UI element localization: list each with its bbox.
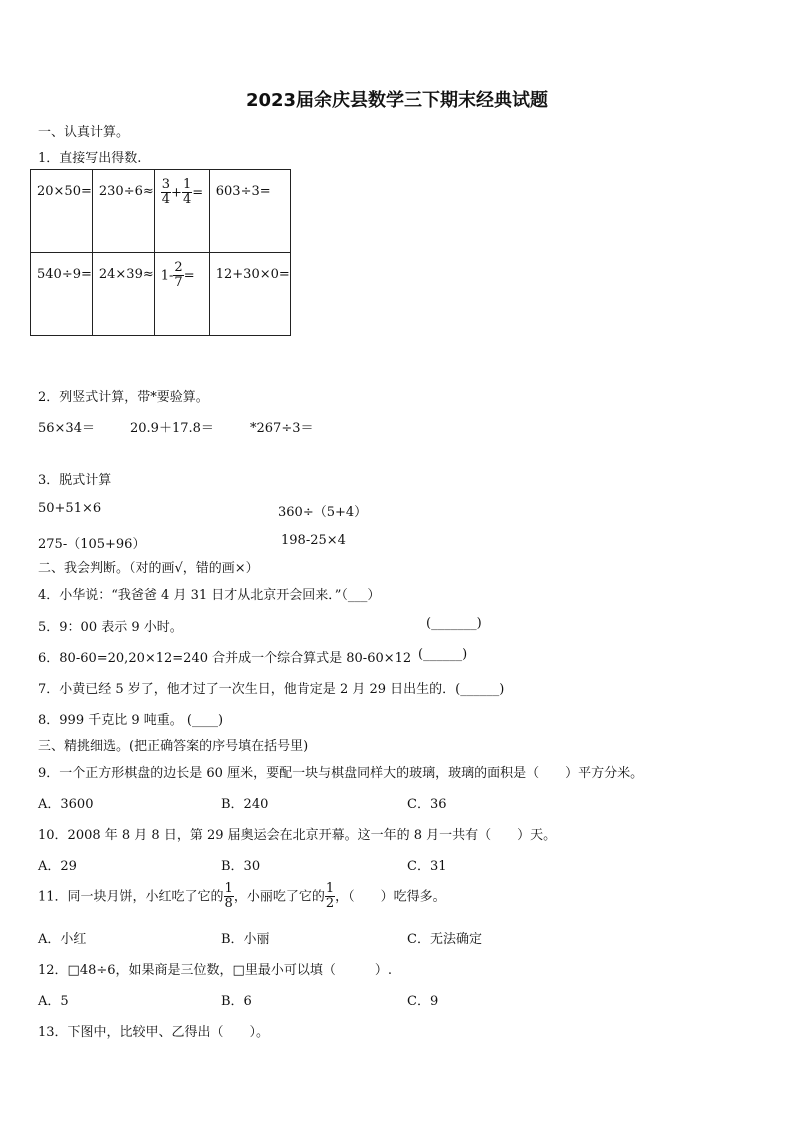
question-13: 13．下图中，比较甲、乙得出（ ）。 [38, 1025, 270, 1040]
option-a[interactable]: A．5 [38, 994, 69, 1009]
vertical-calc-item: 20.9＋17.8＝ [130, 421, 214, 436]
calc-cell: 24×39≈ [92, 253, 154, 336]
calc-cell-fraction: $\frac{3}{4}$ + $\frac{1}{4}$ = [154, 170, 209, 253]
question-4: 4．小华说：“我爸爸 4 月 31 日才从北京开会回来．”（___） [38, 588, 381, 603]
calc-cell-fraction: 1- $\frac{2}{7}$ = [154, 253, 209, 336]
fraction: $\frac{1}{2}$ [325, 881, 335, 912]
vertical-calc-item: *267÷3＝ [250, 421, 314, 436]
calc-cell: 230÷6≈ [92, 170, 154, 253]
option-c[interactable]: C．31 [407, 859, 447, 874]
option-b[interactable]: B．240 [221, 797, 269, 812]
page-title: 2023届余庆县数学三下期末经典试题 [245, 90, 549, 111]
calc-cell: 603÷3= [209, 170, 290, 253]
calc-cell: 540÷9= [31, 253, 93, 336]
fraction: $\frac{1}{8}$ [224, 881, 233, 912]
question-10: 10．2008 年 8 月 8 日，第 29 届奥运会在北京开幕。这一年的 8 月一共有（ ）天。 [38, 828, 557, 843]
option-a[interactable]: A．29 [38, 859, 77, 874]
mental-calc-table [30, 169, 291, 336]
table-row [31, 253, 291, 336]
calc-cell: 12+30×0= [209, 253, 290, 336]
option-c[interactable]: C．无法确定 [407, 932, 482, 947]
question-6: 6．80-60=20,20×12=240 合并成一个综合算式是 80-60×12 (______) [38, 647, 468, 666]
question-7: 7．小黄已经 5 岁了，他才过了一次生日，他肯定是 2 月 29 日出生的．(______) [38, 682, 505, 697]
question-1-label: 1．直接写出得数. [38, 151, 142, 166]
section-1-heading: 一、认真计算。 [38, 125, 130, 140]
question-2-label: 2．列竖式计算，带*要验算。 [38, 390, 209, 405]
option-c[interactable]: C．36 [407, 797, 447, 812]
option-a[interactable]: A．3600 [38, 797, 94, 812]
option-b[interactable]: B．小丽 [221, 932, 270, 947]
option-b[interactable]: B．6 [221, 994, 252, 1009]
answer-blank[interactable]: (_______) [426, 616, 482, 631]
expression-item: 275-（105+96） [38, 537, 146, 552]
fraction: $\frac{3}{4}$ [161, 177, 171, 208]
section-3-heading: 三、精挑细选。(把正确答案的序号填在括号里) [38, 739, 309, 754]
expression-item: 50+51×6 [38, 501, 102, 516]
calc-cell: 20×50= [31, 170, 93, 253]
question-9: 9．一个正方形棋盘的边长是 60 厘米，要配一块与棋盘同样大的玻璃，玻璃的面积是（ ）平方分米。 [38, 766, 644, 781]
section-2-heading: 二、我会判断。（对的画√，错的画×） [38, 561, 259, 576]
question-8: 8．999 千克比 9 吨重。 (____) [38, 713, 224, 728]
expression-item: 360÷（5+4） [278, 505, 368, 520]
option-b[interactable]: B．30 [221, 859, 261, 874]
question-11: 11．同一块月饼，小红吃了它的 $\frac{1}{8}$ ，小丽吃了它的 $\frac{1}{2}$ ，（ ）吃得多。 [38, 881, 446, 912]
fraction: $\frac{1}{4}$ [182, 177, 192, 208]
question-12: 12．□48÷6，如果商是三位数，□里最小可以填（ ）. [38, 963, 392, 978]
question-3-label: 3．脱式计算 [38, 473, 112, 488]
question-5: 5．9：00 表示 9 小时。 (_______) [38, 616, 482, 635]
option-a[interactable]: A．小红 [38, 932, 87, 947]
fraction: $\frac{2}{7}$ [174, 260, 183, 291]
option-c[interactable]: C．9 [407, 994, 439, 1009]
answer-blank[interactable]: (______) [418, 647, 468, 662]
table-row [31, 170, 291, 253]
vertical-calc-item: 56×34＝ [38, 421, 95, 436]
expression-item: 198-25×4 [281, 533, 346, 548]
